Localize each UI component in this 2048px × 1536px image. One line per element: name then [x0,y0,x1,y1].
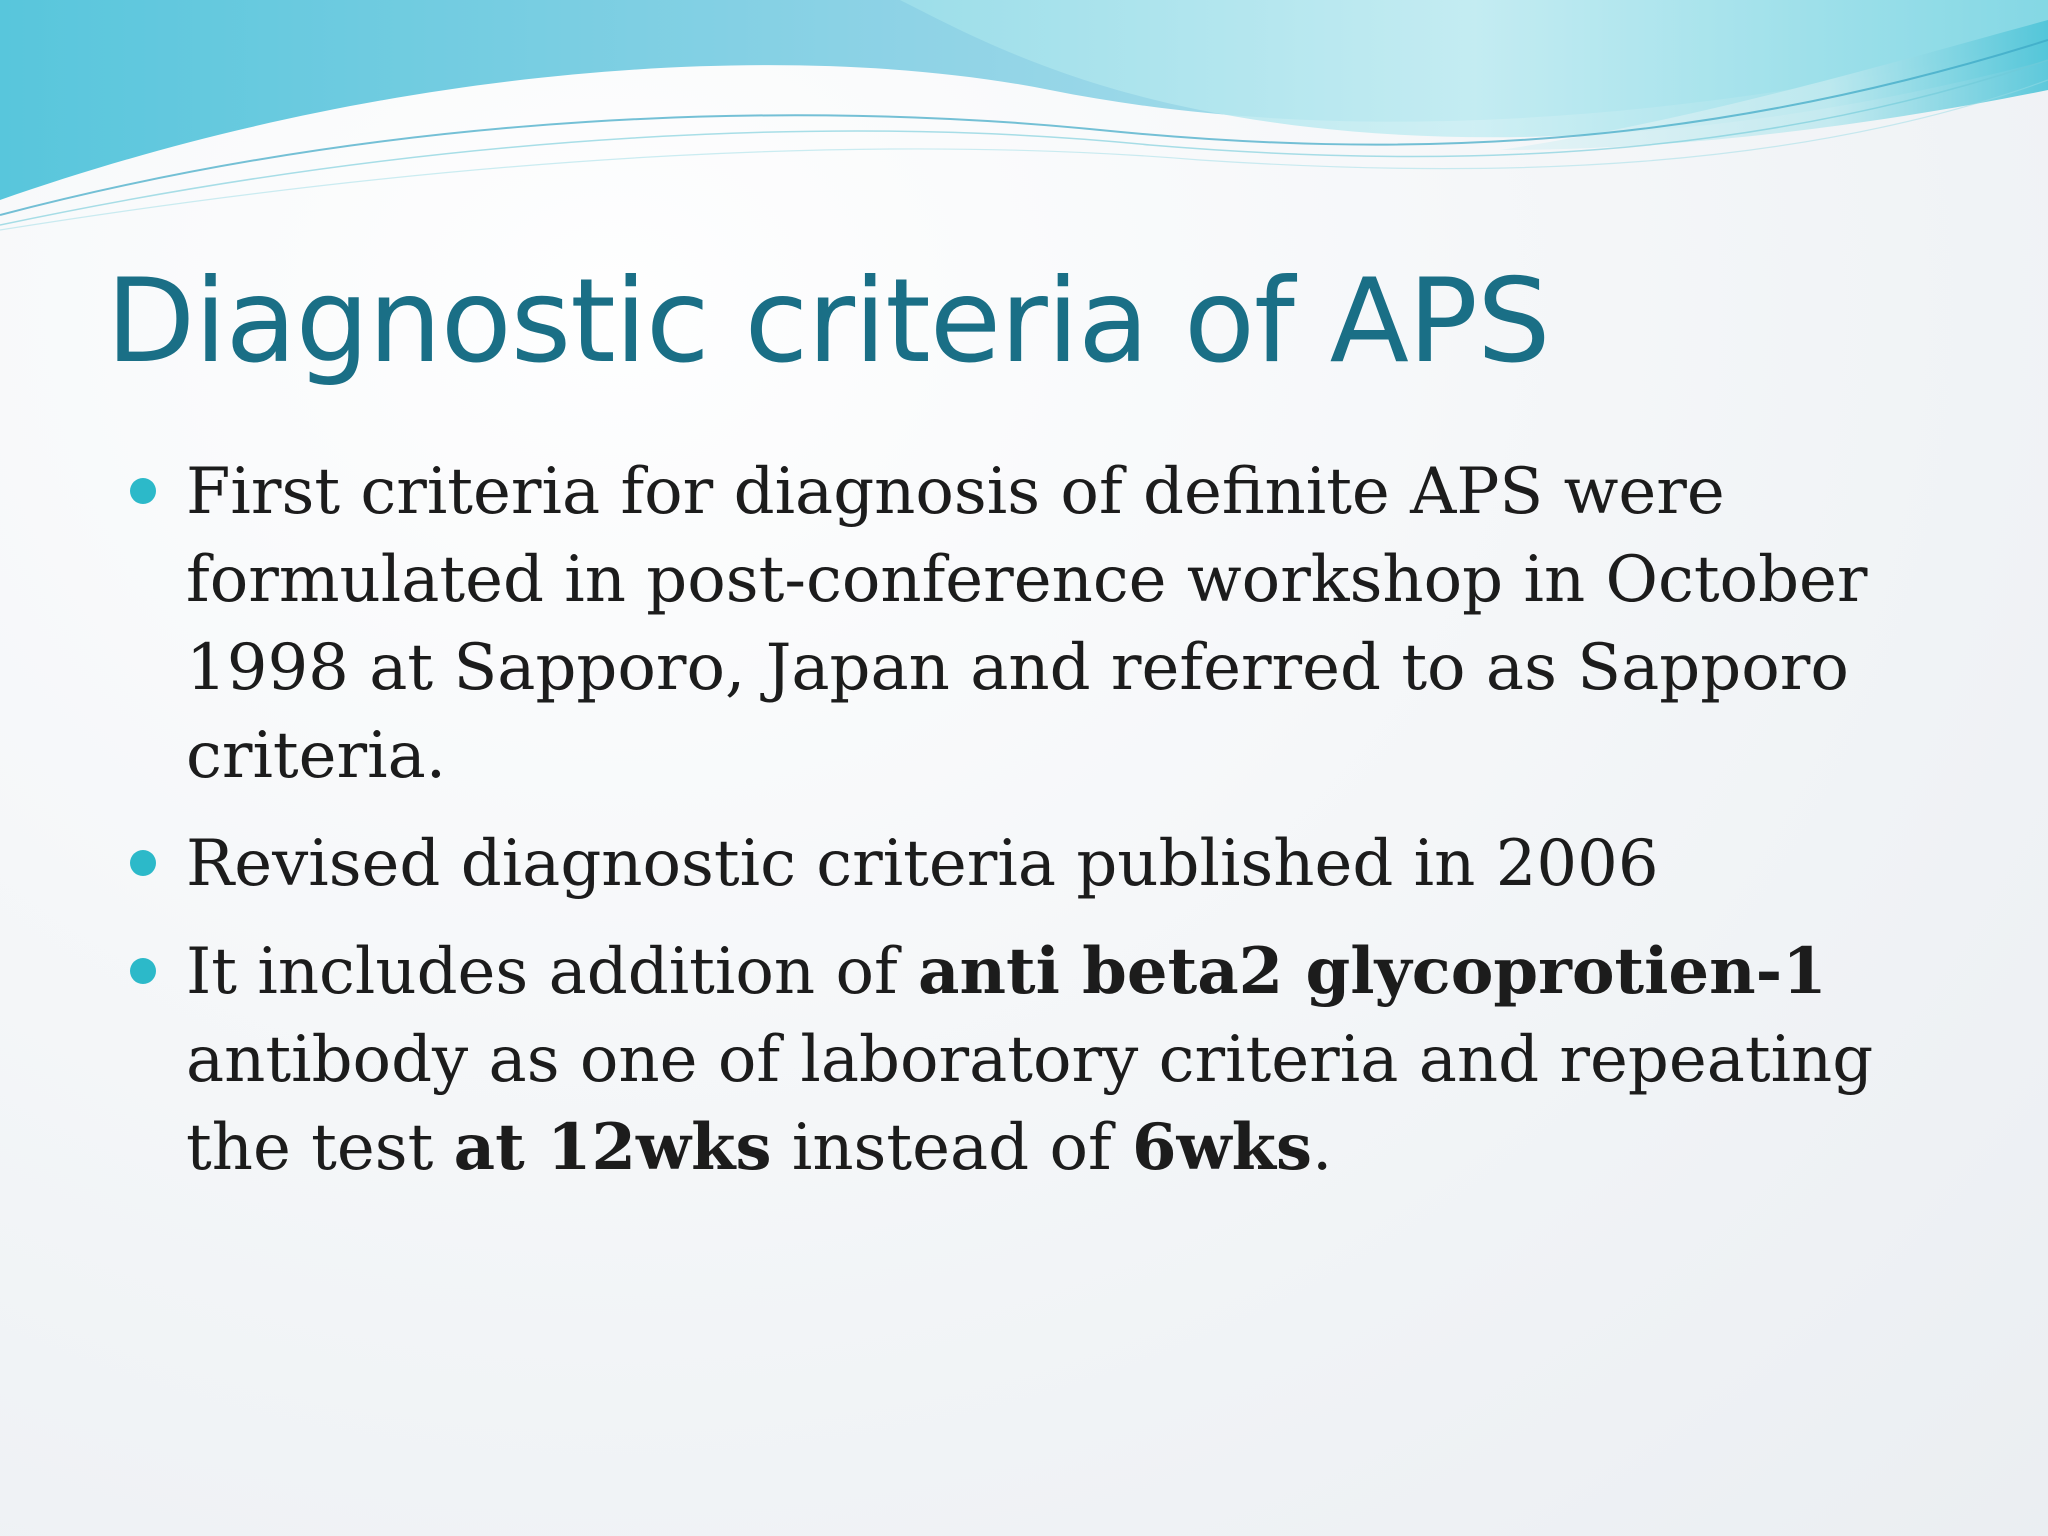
bullet-item [130,820,1910,908]
slide-title: Diagnostic criteria of APS [106,254,1550,389]
bullet-dot-icon [130,958,156,984]
bullet-item [130,928,1910,1192]
wave-header-decoration [0,0,2048,240]
bullet-bold-segment: 6wks [1132,1110,1312,1185]
bullet-dot-icon [130,850,156,876]
bullet-bold-segment: anti beta2 glycoprotien-1 [918,934,1827,1009]
bullet-text [186,455,1868,793]
bullet-segment: First criteria for diagnosis of definite APS were formulated in post-conference workshop in October 1998 at Sapporo, Japan and referred to as Sapporo criteria. [186,455,1868,793]
bullet-text [186,935,1873,1185]
bullet-segment: Revised diagnostic criteria published in 2006 [186,827,1659,901]
bullet-text [186,827,1659,901]
bullet-segment: antibody as one of laboratory criteria and repeating the test [186,1023,1874,1185]
bullet-dot-icon [130,478,156,504]
bullet-bold-segment: at 12wks [453,1110,772,1185]
bullet-segment: . [1312,1111,1333,1185]
bullet-segment: instead of [771,1111,1132,1185]
bullet-list [130,448,1910,1212]
bullet-segment: It includes addition of [186,935,918,1009]
bullet-item [130,448,1910,800]
